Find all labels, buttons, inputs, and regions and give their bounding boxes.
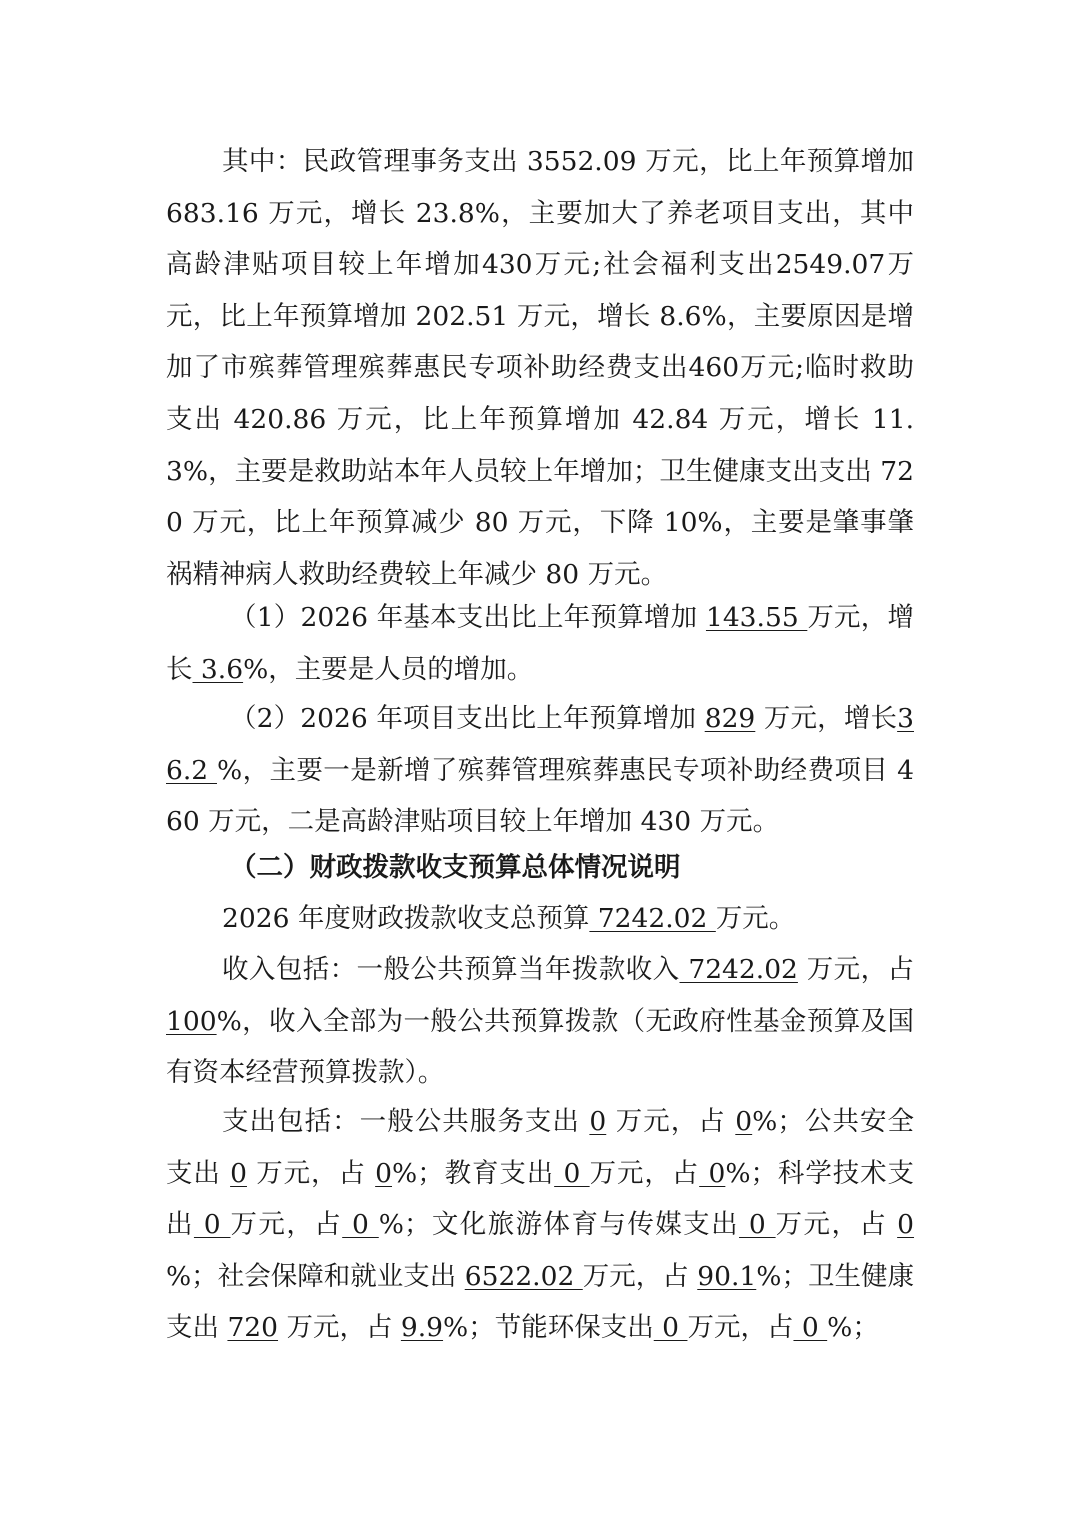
text-segment: 万元，占 — [589, 1157, 700, 1189]
text-segment: 万元，占 — [797, 954, 914, 985]
text-segment: %；公共安全支出 — [166, 1106, 914, 1189]
text-segment: （1）2026 年基本支出比上年预算增加 — [230, 602, 706, 633]
underlined-value: 7242.02 — [679, 954, 798, 985]
underlined-value: 9.9 — [400, 1312, 444, 1344]
paragraph-project-expenditure — [166, 693, 914, 848]
underlined-value: 100 — [166, 1005, 217, 1037]
text-segment: 万元，占 — [687, 1312, 794, 1344]
underlined-value: 0 — [735, 1106, 753, 1137]
paragraph-civil-affairs-detail — [166, 136, 914, 600]
heading-text: （二）财政拨款收支预算总体情况说明 — [230, 852, 681, 883]
text-segment: %；教育支出 — [392, 1157, 555, 1189]
underlined-value: 720 — [227, 1312, 279, 1344]
underlined-value: 0 — [589, 1106, 607, 1137]
underlined-value: 0 — [897, 1209, 915, 1241]
text-segment: 支出包括：一般公共服务支出 — [222, 1106, 590, 1137]
underlined-value: 0 — [653, 1312, 688, 1344]
text-segment: 万元，占 — [582, 1260, 698, 1292]
text-segment: %；科学技术支出 — [166, 1157, 914, 1241]
text-segment: 万元，占 — [278, 1312, 401, 1344]
underlined-value: 3.6 — [192, 653, 244, 685]
underlined-value: 7242.02 — [589, 903, 716, 934]
section-heading — [166, 842, 914, 894]
text-segment: %，主要是人员的增加。 — [243, 653, 534, 685]
text-segment: 万元，占 — [606, 1106, 736, 1137]
text-segment: %；文化旅游体育与传媒支出 — [378, 1209, 740, 1241]
underlined-value: 0 — [554, 1157, 590, 1189]
underlined-value: 36.2 — [166, 703, 914, 786]
underlined-value: 0 — [375, 1157, 393, 1189]
text-segment: %；卫生健康支出 — [166, 1260, 914, 1344]
text-segment: %，收入全部为一般公共预算拨款（无政府性基金预算及国有资本经营预算拨款）。 — [166, 1005, 914, 1089]
underlined-value: 829 — [704, 703, 756, 734]
text-segment: 万元，占 — [775, 1209, 898, 1241]
underlined-value: 0 — [230, 1157, 247, 1189]
text-segment: %；社会保障和就业支出 — [166, 1260, 465, 1292]
text-segment: %，主要一是新增了殡葬管理殡葬惠民专项补助经费项目 460 万元，二是高龄津贴项目较上年增加 430 万元。 — [166, 754, 914, 838]
paragraph-total-budget — [166, 893, 914, 945]
underlined-value: 6522.02 — [464, 1260, 583, 1292]
text-segment: 万元。 — [715, 903, 796, 934]
text-segment: %；节能环保支出 — [443, 1312, 654, 1344]
paragraph-expenditure — [166, 1096, 914, 1354]
underlined-value: 143.55 — [705, 602, 808, 633]
paragraph-income — [166, 944, 914, 1099]
underlined-value: 90.1 — [697, 1260, 757, 1292]
text-segment: %； — [827, 1312, 879, 1344]
underlined-value: 0 — [342, 1209, 379, 1241]
underlined-value: 0 — [699, 1157, 726, 1189]
paragraph-basic-expenditure — [166, 592, 914, 695]
underlined-value: 0 — [193, 1209, 231, 1241]
underlined-value: 0 — [793, 1312, 828, 1344]
text-segment: 收入包括：一般公共预算当年拨款收入 — [222, 954, 680, 985]
text-segment: 万元，增长 — [166, 602, 914, 685]
text-segment: （2）2026 年项目支出比上年预算增加 — [230, 703, 705, 734]
text-segment: 2026 年度财政拨款收支总预算 — [222, 903, 590, 934]
text-segment: 万元，增长 — [755, 703, 898, 734]
text-segment: 万元，占 — [230, 1209, 343, 1241]
underlined-value: 0 — [739, 1209, 776, 1241]
text-segment: 万元，占 — [246, 1157, 376, 1189]
paragraph-text: 其中：民政管理事务支出 3552.09 万元，比上年预算增加 683.16 万元，增长 23.8%，主要加大了养老项目支出，其中高龄津贴项目较上年增加430万元;社会福利支出2549.07万元，比上年预算增加 202.51 万元，增长 8.6%，主要原因是增加了市殡葬管理殡葬惠民专项补助经费支出460万元;临时救助支出 420.86 万元，比上年预算增加 42.84 万元，增长 11.3%，主要是救助站本年人员较上年增加；卫生健康支出支出 720 万元，比上年预算减少 80 万元，下降 10%，主要是肇事肇祸精神病人救助经费较上年减少 80 万元。 — [166, 146, 914, 590]
